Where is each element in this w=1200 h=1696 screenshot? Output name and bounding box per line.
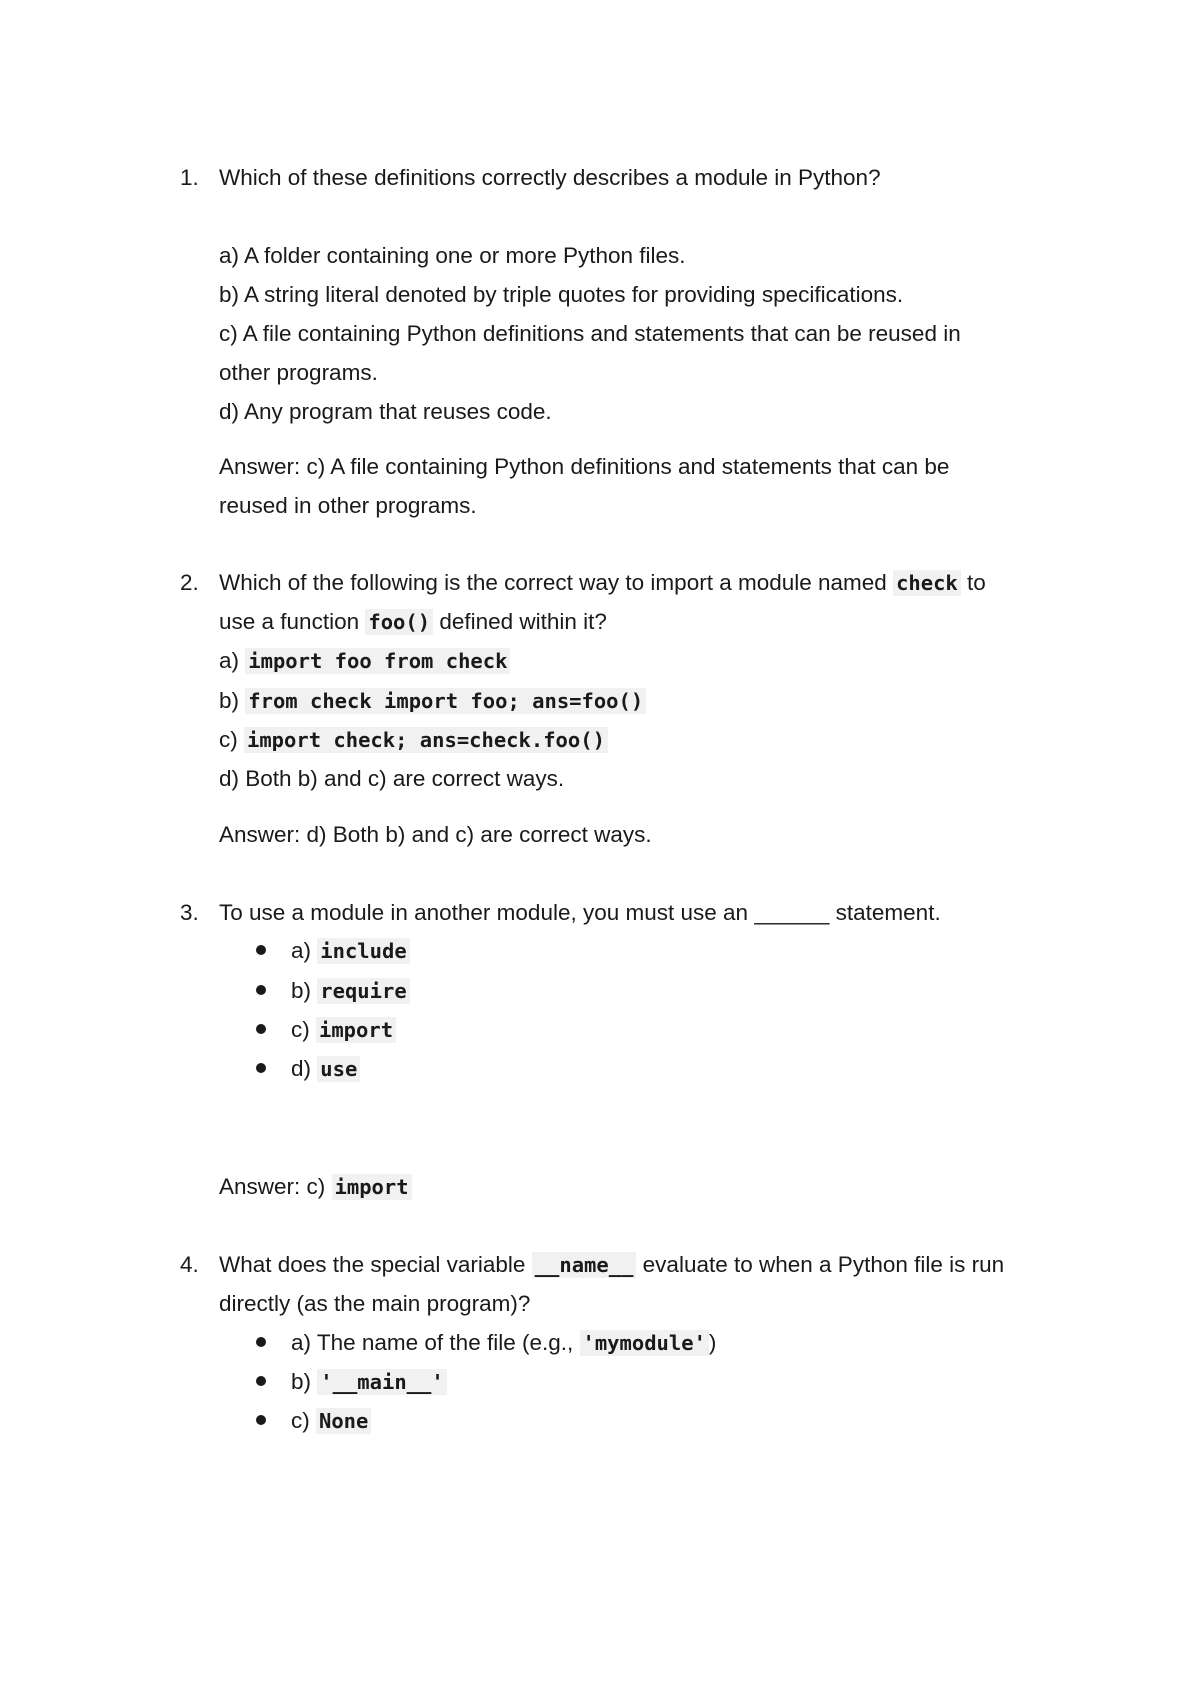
answer-line-1: Answer: c) A file containing Python definitions and statements that can be [219, 454, 950, 479]
inline-code: from check import foo; ans=foo() [245, 688, 646, 714]
inline-code: include [317, 938, 409, 964]
option-b: b) A string literal denoted by triple quotes for providing specifications. [219, 282, 904, 307]
bullet-icon [256, 945, 266, 955]
question-number: 3. [180, 900, 199, 925]
option-d [219, 764, 564, 794]
option-c-continued: other programs. [219, 360, 378, 385]
inline-code: foo() [365, 609, 433, 635]
option-label: b) [291, 1369, 318, 1394]
inline-code: require [317, 978, 409, 1004]
option-b [291, 976, 410, 1006]
answer-line-2: reused in other programs. [219, 493, 477, 518]
option-label: a) The name of the file (e.g., [291, 1330, 580, 1355]
bullet-icon [256, 1024, 266, 1034]
text-segment: evaluate to when a Python file is run [636, 1252, 1005, 1277]
bullet-icon [256, 1337, 266, 1347]
option-d [291, 1054, 360, 1084]
option-c [219, 725, 608, 755]
option-label: b) [291, 978, 318, 1003]
bullet-icon [256, 1063, 266, 1073]
option-label: c) [291, 1017, 316, 1042]
answer: Answer: d) Both b) and c) are correct ways. [219, 822, 652, 847]
text-segment: ) [708, 1330, 717, 1355]
text-segment: Which of the following is the correct way to import a module named [219, 570, 894, 595]
option-a [219, 646, 510, 676]
option-a [291, 1328, 716, 1358]
answer [219, 1172, 412, 1202]
option-c [291, 1015, 396, 1045]
option-c: c) A file containing Python definitions and statements that can be reused in [219, 321, 961, 346]
text-segment: defined within it? [433, 609, 607, 634]
bullet-icon [256, 1415, 266, 1425]
option-d: d) Any program that reuses code. [219, 399, 552, 424]
question-number: 4. [180, 1252, 199, 1277]
inline-code: None [316, 1408, 371, 1434]
option-b [219, 686, 646, 716]
option-a [291, 936, 410, 966]
inline-code: __name__ [532, 1252, 637, 1278]
question-number: 1. [180, 165, 199, 190]
text-segment: to [960, 570, 986, 595]
inline-code: check [893, 570, 961, 596]
inline-code: '__main__' [317, 1369, 446, 1395]
question-text-continued: directly (as the main program)? [219, 1291, 531, 1316]
bullet-icon [256, 1376, 266, 1386]
inline-code: 'mymodule' [580, 1330, 709, 1356]
option-b [291, 1367, 447, 1397]
option-label: d) [291, 1056, 318, 1081]
option-label: d) Both b) and c) are correct ways. [219, 766, 565, 791]
inline-code: import foo from check [245, 648, 510, 674]
option-a: a) A folder containing one or more Python files. [219, 243, 686, 268]
question-text [219, 1250, 1004, 1280]
question-text: Which of these definitions correctly describes a module in Python? [219, 165, 881, 190]
inline-code: import [316, 1017, 396, 1043]
question-text [219, 568, 986, 598]
question-text-continued [219, 607, 607, 637]
inline-code: import check; ans=check.foo() [244, 727, 608, 753]
question-text: To use a module in another module, you must use an ______ statement. [219, 900, 941, 925]
text-segment: What does the special variable [219, 1252, 532, 1277]
option-label: b) [219, 688, 246, 713]
question-number: 2. [180, 570, 199, 595]
option-c [291, 1406, 371, 1436]
option-label: c) [219, 727, 244, 752]
option-label: a) [291, 938, 318, 963]
text-segment: use a function [219, 609, 366, 634]
bullet-icon [256, 985, 266, 995]
inline-code: use [317, 1056, 360, 1082]
answer-label: Answer: c) [219, 1174, 332, 1199]
inline-code: import [332, 1174, 412, 1200]
option-label: c) [291, 1408, 316, 1433]
option-label: a) [219, 648, 246, 673]
